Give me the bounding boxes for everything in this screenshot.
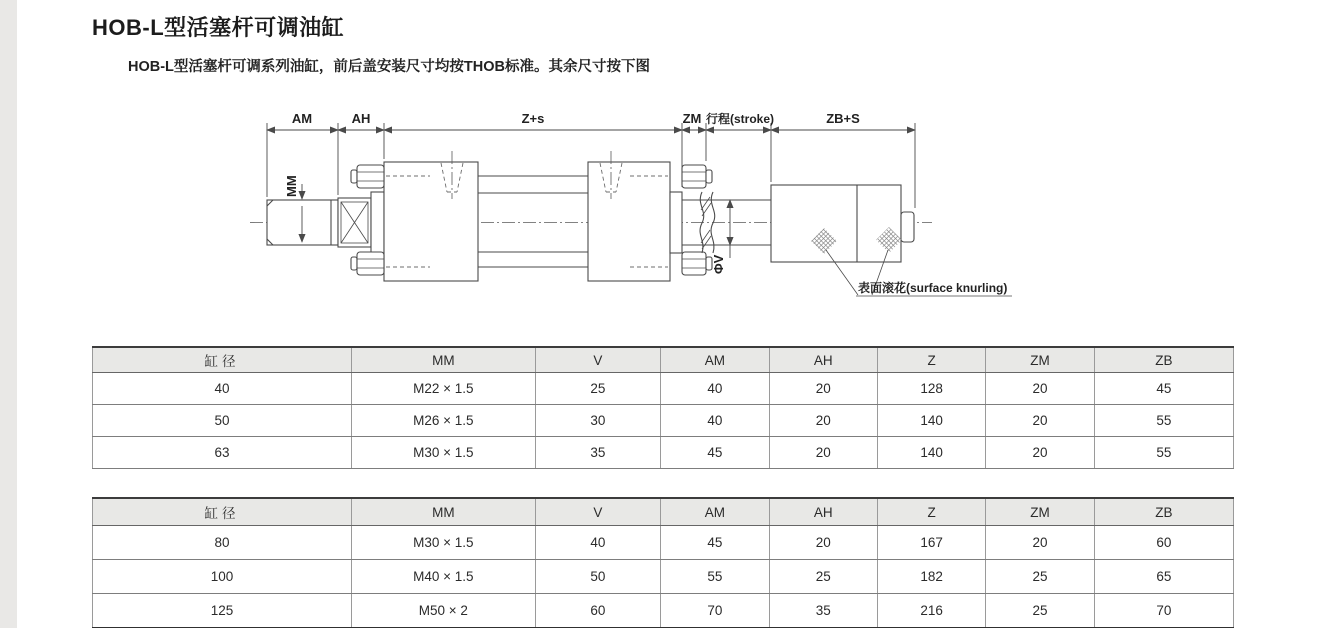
header-row (93, 498, 1234, 526)
table-row (93, 405, 1234, 437)
column-header: ZM (986, 498, 1094, 526)
data-cell: M40 × 1.5 (352, 560, 536, 594)
data-cell: 60 (1094, 526, 1233, 560)
data-cell: 25 (986, 594, 1094, 628)
column-header: AM (661, 498, 769, 526)
data-cell: 20 (769, 526, 877, 560)
data-cell: 216 (877, 594, 985, 628)
mm-label: MM (284, 175, 299, 197)
spec-table-small-bores (92, 346, 1234, 469)
column-header: ZB (1094, 498, 1233, 526)
rod-coupler-block (338, 198, 371, 247)
data-cell: 65 (1094, 560, 1233, 594)
data-cell: 100 (93, 560, 352, 594)
data-cell: 20 (769, 405, 877, 437)
data-cell: 80 (93, 526, 352, 560)
front-flange-plate (371, 192, 384, 253)
spec-table (92, 346, 1234, 469)
column-header: MM (352, 498, 536, 526)
spec-table (92, 497, 1234, 628)
data-cell: 167 (877, 526, 985, 560)
data-cell: 140 (877, 437, 985, 469)
data-cell: 70 (1094, 594, 1233, 628)
data-cell: M30 × 1.5 (352, 437, 536, 469)
data-cell: 35 (535, 437, 661, 469)
rear-head (588, 151, 670, 281)
column-header: ZB (1094, 347, 1233, 373)
data-cell: 55 (1094, 437, 1233, 469)
data-cell: 40 (535, 526, 661, 560)
data-cell: 20 (769, 373, 877, 405)
data-cell: 25 (986, 560, 1094, 594)
data-cell: 70 (661, 594, 769, 628)
column-header: 缸径 (93, 498, 352, 526)
column-header: AH (769, 498, 877, 526)
knurling-label: 表面滚花(surface knurling) (858, 281, 1008, 295)
data-cell: 35 (769, 594, 877, 628)
dimension-labels (292, 111, 860, 126)
data-cell: 20 (986, 526, 1094, 560)
data-cell: 63 (93, 437, 352, 469)
data-cell: M26 × 1.5 (352, 405, 536, 437)
table-row (93, 594, 1234, 628)
data-cell: 182 (877, 560, 985, 594)
column-header: AH (769, 347, 877, 373)
piston-rod-end (267, 200, 338, 245)
data-cell: 25 (769, 560, 877, 594)
data-cell: 55 (1094, 405, 1233, 437)
dim-label-zm: ZM (682, 111, 702, 126)
table-row (93, 560, 1234, 594)
data-cell: 40 (661, 405, 769, 437)
data-cell: M50 × 2 (352, 594, 536, 628)
dim-label-stroke: 行程(stroke) (705, 112, 775, 126)
data-cell: 20 (986, 437, 1094, 469)
data-cell: 45 (661, 437, 769, 469)
data-cell: 40 (93, 373, 352, 405)
data-cell: 20 (986, 373, 1094, 405)
data-cell: 30 (535, 405, 661, 437)
cylinder-technical-drawing (230, 95, 1030, 315)
data-cell: M30 × 1.5 (352, 526, 536, 560)
table-row (93, 526, 1234, 560)
column-header: ZM (986, 347, 1094, 373)
table-row (93, 373, 1234, 405)
data-cell: 40 (661, 373, 769, 405)
dim-label-ah: AH (351, 111, 371, 126)
data-cell: 20 (769, 437, 877, 469)
column-header: Z (877, 347, 985, 373)
table-row (93, 437, 1234, 469)
data-cell: 45 (661, 526, 769, 560)
data-cell: 50 (93, 405, 352, 437)
data-cell: 45 (1094, 373, 1233, 405)
data-cell: 25 (535, 373, 661, 405)
data-cell: 60 (535, 594, 661, 628)
column-header: Z (877, 498, 985, 526)
page-title: HOB-L型活塞杆可调油缸 (92, 15, 345, 40)
column-header: V (535, 498, 661, 526)
column-header: V (535, 347, 661, 373)
phi-v-label: ΦV (711, 254, 726, 274)
dim-label-zbs: ZB+S (826, 111, 860, 126)
data-cell: 50 (535, 560, 661, 594)
page-subtitle: HOB-L型活塞杆可调系列油缸，前后盖安装尺寸均按THOB标准。其余尺寸按下图 (128, 59, 650, 75)
dim-label-zs: Z+s (521, 111, 545, 126)
column-header: 缸径 (93, 347, 352, 373)
data-cell: 128 (877, 373, 985, 405)
data-cell: 125 (93, 594, 352, 628)
data-cell: 140 (877, 405, 985, 437)
data-cell: M22 × 1.5 (352, 373, 536, 405)
rear-flange-plate (670, 192, 682, 253)
header-row (93, 347, 1234, 373)
adjustable-stop-block (771, 185, 914, 262)
spec-table-large-bores (92, 497, 1234, 628)
cylinder-tube (478, 176, 588, 267)
data-cell: 55 (661, 560, 769, 594)
column-header: AM (661, 347, 769, 373)
scan-edge-band (0, 0, 17, 628)
column-header: MM (352, 347, 536, 373)
data-cell: 20 (986, 405, 1094, 437)
dim-label-am: AM (291, 111, 313, 126)
front-head (384, 151, 478, 281)
